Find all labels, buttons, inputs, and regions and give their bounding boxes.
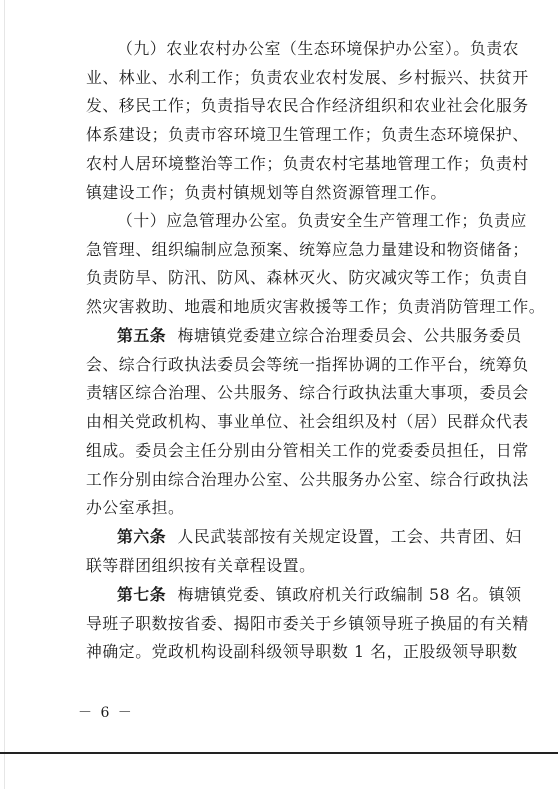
article-text: 人民武装部按有关规定设置，工会、共青团、妇: [177, 527, 522, 546]
article-heading: 第七条: [117, 585, 167, 604]
text-line: 导班子职数按省委、揭阳市委关于乡镇领导班子换届的有关精: [86, 613, 529, 633]
text-line: 负责防旱、防汛、防风、森林灭火、防灾减灾等工作；负责自: [86, 268, 529, 288]
text-line: 责辖区综合治理、公共服务、综合行政执法重大事项，委员会: [86, 383, 529, 403]
text-line: （十）应急管理办公室。负责安全生产管理工作；负责应: [117, 211, 527, 230]
article-text: 梅塘镇党委、镇政府机关行政编制 58 名。镇领: [177, 585, 522, 604]
text-line: 体系建设；负责市容环境卫生管理工作；负责生态环境保护、: [86, 125, 529, 145]
text-line: [86, 523, 522, 552]
article-seven: [86, 581, 529, 667]
article-heading: 第六条: [117, 527, 167, 546]
text-line: 组成。委员会主任分别由分管相关工作的党委委员担任，日常: [86, 440, 529, 460]
text-line: 发、移民工作；负责指导农民合作经济组织和农业社会化服务: [86, 96, 529, 116]
bottom-rule: [0, 752, 558, 754]
text-line: 办公室承担。: [86, 498, 185, 518]
paragraph-nine: [86, 35, 529, 207]
text-line: 然灾害救助、地震和地质灾害救援等工作；负责消防管理工作。: [86, 297, 546, 317]
scan-edge: [4, 0, 5, 789]
text-line: 镇建设工作；负责村镇规划等自然资源管理工作。: [86, 182, 447, 202]
text-line: 神确定。党政机构设副科级领导职数 1 名，正股级领导职数: [86, 642, 518, 662]
page-number: － 6 －: [78, 705, 134, 721]
text-line: 工作分别由综合治理办公室、公共服务办公室、综合行政执法: [86, 469, 529, 489]
text-line: 联等群团组织按有关章程设置。: [86, 555, 316, 575]
text-line: 由相关党政机构、事业单位、社会组织及村（居）民群众代表: [86, 412, 529, 432]
text-line: 会、综合行政执法委员会等统一指挥协调的工作平台，统筹负: [86, 354, 529, 374]
text-line: 农村人居环境整治等工作；负责农村宅基地管理工作；负责村: [86, 153, 529, 173]
text-line: [86, 581, 522, 610]
text-line: 急管理、组织编制应急预案、统筹应急力量建设和物资储备；: [86, 239, 529, 259]
text-line: 业、林业、水利工作；负责农业农村发展、乡村振兴、扶贫开: [86, 67, 529, 87]
article-text: 梅塘镇党委建立综合治理委员会、公共服务委员: [177, 326, 522, 345]
text-line: （九）农业农村办公室（生态环境保护办公室）。负责农: [117, 39, 520, 58]
article-five: [86, 322, 529, 523]
article-heading: 第五条: [117, 326, 167, 345]
article-six: [86, 523, 522, 580]
paragraph-ten: [86, 207, 546, 322]
text-line: [86, 322, 522, 351]
